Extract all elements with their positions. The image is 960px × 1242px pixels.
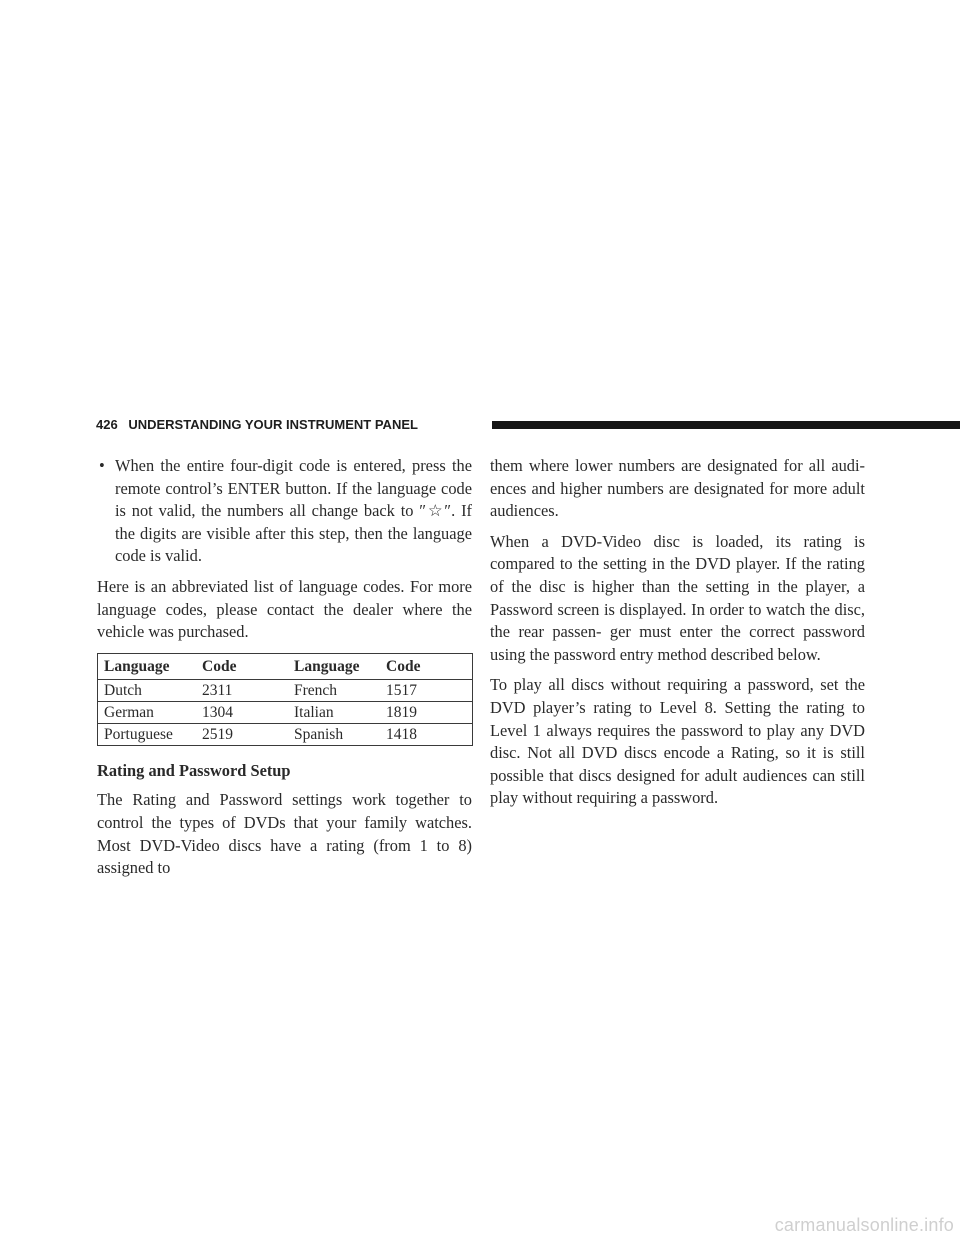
table-row [98, 723, 473, 745]
table-header-cell: Language [98, 653, 197, 679]
page-header [96, 414, 864, 436]
header-text [96, 417, 418, 432]
play-all-discs-paragraph: To play all discs without requiring a password, set the DVD player’s rating to Level 8. Setting the rating to Level 1 always requires the password to play any DVD disc. Not all DVD discs encode a Rating, so it is still possible that discs designed for adult audiences can still play without requiring a password. [490, 675, 865, 808]
rating-paragraph: The Rating and Password settings work together to control the types of DVDs that your family watches. Most DVD-Video discs have a rating (from 1 to 8) assigned to [97, 790, 472, 878]
table-cell: Portuguese [98, 723, 197, 745]
table-cell: 1517 [380, 679, 473, 701]
page-number: 426 [96, 417, 118, 432]
table-cell: German [98, 701, 197, 723]
table-cell: Italian [288, 701, 380, 723]
table-header-cell: Language [288, 653, 380, 679]
language-code-table [97, 653, 473, 746]
table-header-cell: Code [196, 653, 288, 679]
section-title: UNDERSTANDING YOUR INSTRUMENT PANEL [128, 417, 418, 432]
table-cell: 1418 [380, 723, 473, 745]
table-row [98, 701, 473, 723]
section-subheading: Rating and Password Setup [97, 760, 291, 780]
watermark: carmanualsonline.info [774, 1215, 954, 1235]
table-cell: 2311 [196, 679, 288, 701]
table-cell: French [288, 679, 380, 701]
header-rule [492, 421, 960, 429]
table-header-cell: Code [380, 653, 473, 679]
table-cell: 1819 [380, 701, 473, 723]
table-row [98, 679, 473, 701]
table-header-row [98, 653, 473, 679]
intro-paragraph: Here is an abbreviated list of language codes. For more language codes, please contact the dealer where the vehicle was purchased. [97, 576, 472, 642]
bullet-item [97, 455, 472, 568]
rating-compare-paragraph: When a DVD-Video disc is loaded, its rating is compared to the setting in the DVD player. If the rating of the disc is higher than the setting in the player, a Password screen is displayed. In order to watch the disc, the rear passen- ger must enter the correct password using the password entry method described below. [490, 531, 865, 664]
table-cell: 2519 [196, 723, 288, 745]
table-cell: 1304 [196, 701, 288, 723]
right-column [490, 455, 865, 818]
bullet-dot-icon: • [99, 456, 105, 475]
table-cell: Dutch [98, 679, 197, 701]
table-cell: Spanish [288, 723, 380, 745]
bullet-text: When the entire four-digit code is entered, press the remote control’s ENTER button. If the language code is not valid, the numbers all change back to ″☆″. If the digits are visible after this step, then the language code is valid. [115, 456, 472, 566]
continuation-paragraph: them where lower numbers are designated for all audi- ences and higher numbers are designated for more adult audiences. [490, 456, 865, 521]
left-column [97, 455, 472, 888]
